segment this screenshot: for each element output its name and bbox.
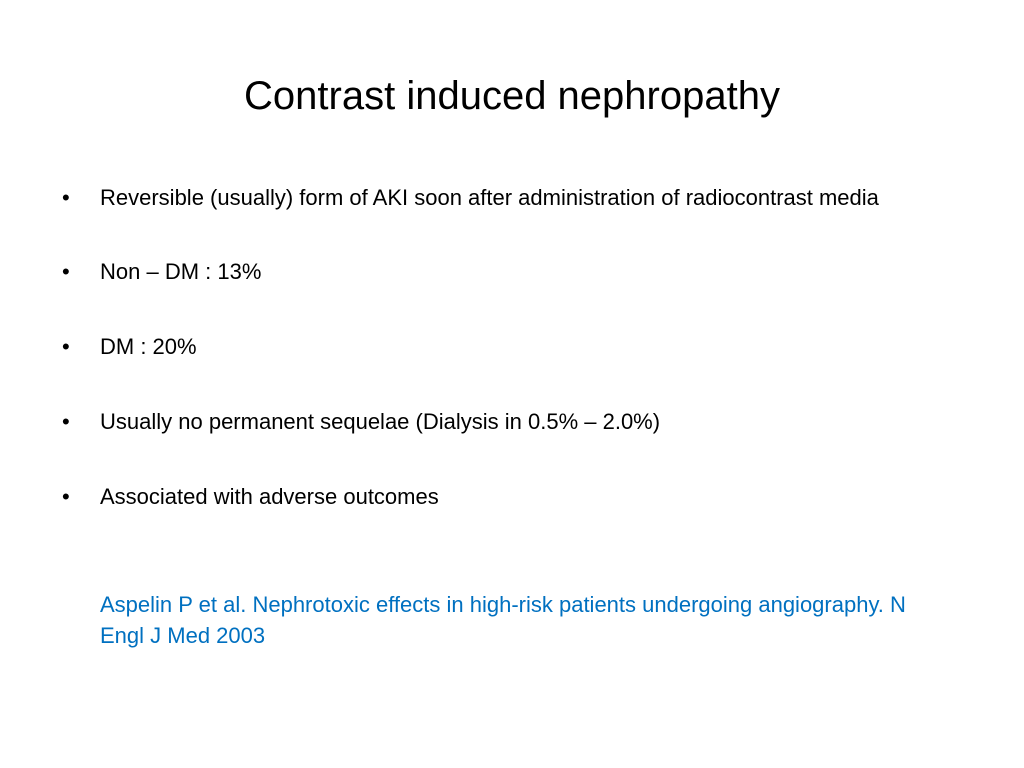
bullet-dot-icon: • — [62, 259, 70, 284]
bullet-text: Associated with adverse outcomes — [100, 484, 439, 509]
slide-title: Contrast induced nephropathy — [244, 74, 780, 118]
bullet-item — [62, 331, 972, 362]
bullet-text: DM : 20% — [100, 334, 197, 359]
bullet-dot-icon: • — [62, 484, 70, 509]
bullet-list — [62, 182, 972, 556]
bullet-text: Non – DM : 13% — [100, 259, 262, 284]
reference-citation: Aspelin P et al. Nephrotoxic effects in high-risk patients undergoing angiography. N Engl J Med 2003 — [100, 592, 906, 648]
bullet-dot-icon: • — [62, 334, 70, 359]
bullet-item — [62, 406, 972, 437]
bullet-item — [62, 256, 972, 287]
bullet-dot-icon: • — [62, 409, 70, 434]
bullet-dot-icon: • — [62, 185, 70, 210]
bullet-text: Usually no permanent sequelae (Dialysis in 0.5% – 2.0%) — [100, 409, 661, 434]
bullet-item — [62, 481, 972, 512]
bullet-text: Reversible (usually) form of AKI soon after administration of radiocontrast media — [100, 185, 879, 210]
bullet-item — [62, 182, 972, 213]
